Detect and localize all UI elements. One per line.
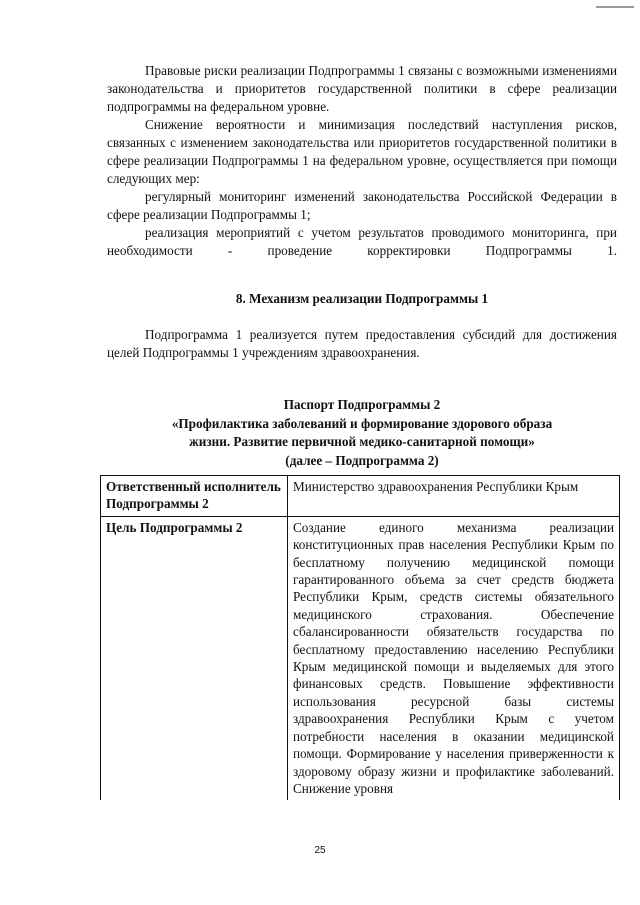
table-row (101, 516, 620, 800)
passport-title-line: жизни. Развитие первичной медико-санитарной помощи» (189, 434, 535, 449)
table-row (101, 476, 620, 517)
page-number: 25 (314, 845, 326, 856)
paragraph-mechanism: Подпрограмма 1 реализуется путем предоставления субсидий для достижения целей Подпрограммы 1 учреждениям здравоохранения. (107, 327, 617, 360)
paragraph-risk-minimization: Снижение вероятности и минимизация последствий наступления рисков, связанных с изменением законодательства или приоритетов государственной политики в сфере реализации Подпрограммы 1 на федеральном уровне, осуществляется при помощи следующих мер: (107, 117, 617, 186)
paragraph-monitoring: регулярный мониторинг изменений законодательства Российской Федерации в сфере реализации Подпрограммы 1; (107, 189, 617, 222)
row-value-goal: Создание единого механизма реализации конституционных прав населения Республики Крым по бесплатному получению медицинской помощи гарантированного объема за счет средств бюджета Республики Крым, средств системы обязательного медицинского страхования. Обеспечение сбалансированности обязательств государства по бесплатному предоставлению населению Республики Крым медицинской помощи и выделяемых для этого финансовых средств. Повышение эффективности использования ресурсной базы системы здравоохранения Республики Крым с учетом потребности населения в оказании медицинской помощи. Формирование у населения приверженности к здоровому образу жизни и профилактике заболеваний. Снижение уровня (288, 516, 620, 800)
passport-table (100, 475, 620, 800)
passport-title-line: (далее – Подпрограмма 2) (285, 452, 439, 468)
paragraph-legal-risks: Правовые риски реализации Подпрограммы 1 связаны с возможными изменениями законодательства и приоритетов государственной политики в сфере реализации подпрограммы на федеральном уровне. (107, 63, 617, 114)
scan-edge-mark (596, 6, 634, 8)
paragraph-corrections: реализация мероприятий с учетом результатов проводимого мониторинга, при необходимости - проведение корректировки Подпрограммы 1. (107, 225, 617, 258)
row-label-responsible: Ответственный исполнитель Подпрограммы 2 (101, 476, 288, 517)
section-8-heading: 8. Механизм реализации Подпрограммы 1 (235, 291, 489, 306)
row-value-responsible: Министерство здравоохранения Республики Крым (288, 476, 620, 517)
row-label-goal: Цель Подпрограммы 2 (101, 516, 288, 800)
passport-title-line: Паспорт Подпрограммы 2 (283, 397, 441, 412)
passport-title (107, 396, 617, 470)
passport-title-line: «Профилактика заболеваний и формирование здорового образа (171, 415, 553, 431)
